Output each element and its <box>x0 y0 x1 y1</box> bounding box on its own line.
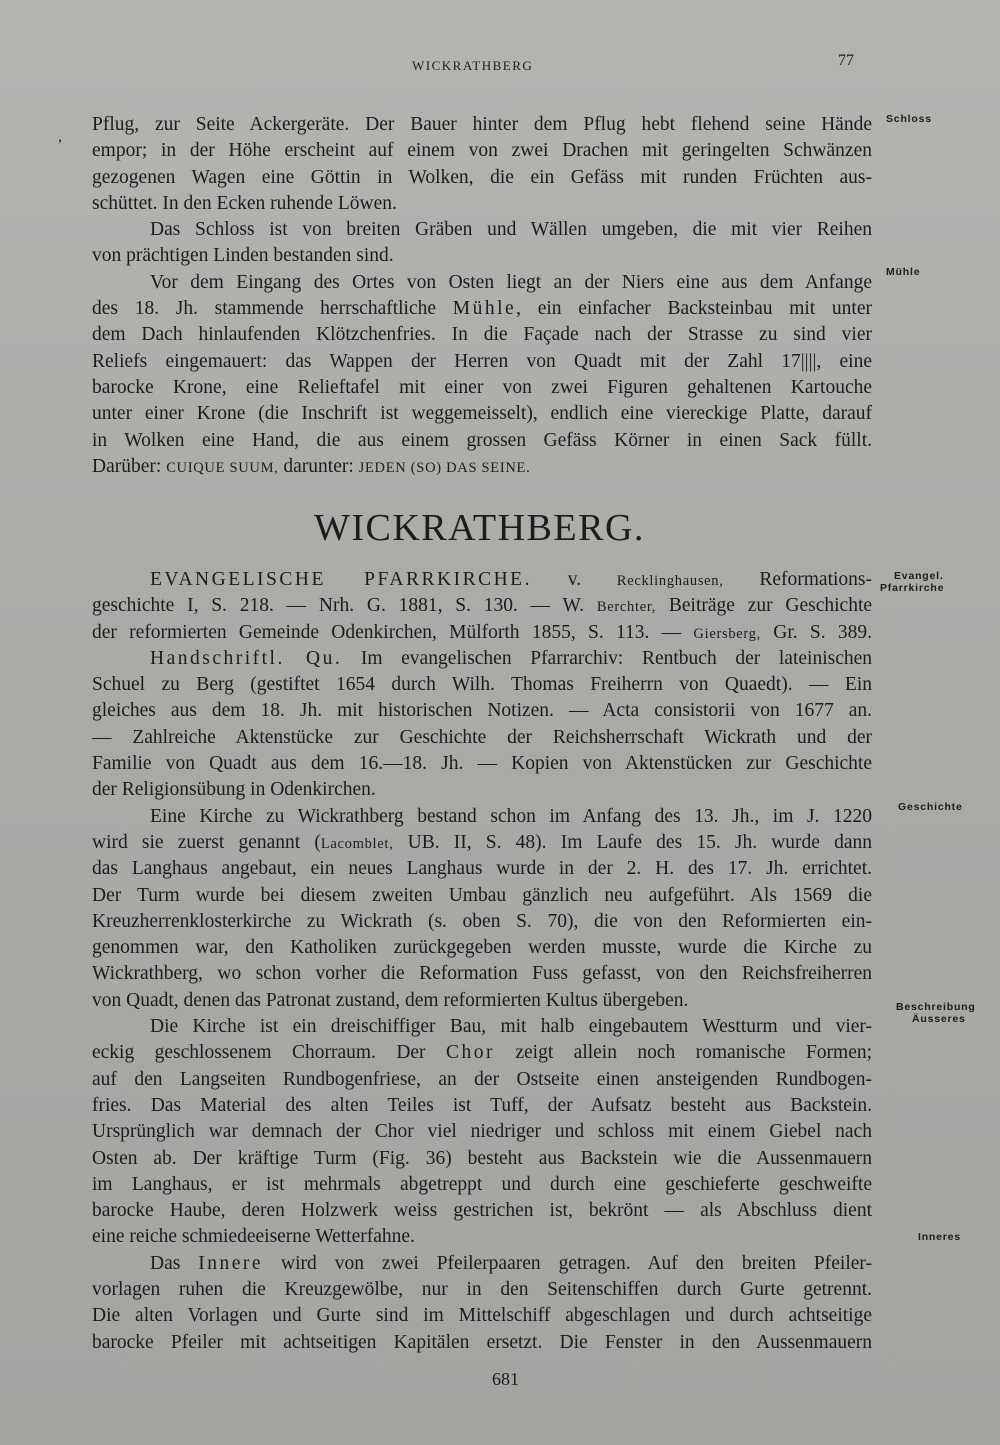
small-caps-inscription: JEDEN (SO) DAS SEINE. <box>358 459 531 476</box>
text-line <box>92 593 872 619</box>
text-run: wird von zwei Pfeilerpaaren getragen. Auf den breiten Pfeiler- <box>281 1252 873 1274</box>
text-line: Vor dem Eingang des Ortes von Osten liegt an der Niers eine aus dem Anfange <box>150 271 872 293</box>
text-line: Wickrathberg, wo schon vorher die Reformation Fuss gefasst, von den Reichsfreiherren <box>92 963 872 985</box>
text-run: geschichte I, S. 218. — Nrh. G. 1881, S. 130. — W. <box>92 595 585 617</box>
text-line: im Langhaus, er ist mehrmals abgetreppt und durch eine geschieferte geschweifte <box>92 1173 872 1195</box>
running-title: WICKRATHBERG <box>412 58 534 73</box>
spaced-term: Chor <box>445 1042 495 1064</box>
margin-note-inneres: Inneres <box>918 1231 961 1243</box>
small-caps-inscription: CUIQUE SUUM, <box>166 459 279 476</box>
text-line: Familie von Quadt aus dem 16.—18. Jh. — Kopien von Aktenstücken zur Geschichte <box>92 753 872 775</box>
text-line: fries. Das Material des alten Teiles ist Tuff, der Aufsatz besteht aus Backstein. <box>92 1094 872 1116</box>
text-line: Pflug, zur Seite Ackergeräte. Der Bauer hinter dem Pflug hebt flehend seine Hände <box>92 114 872 135</box>
text-line <box>92 1040 872 1066</box>
margin-note-line: Beschreibung <box>896 1001 976 1013</box>
text-line: Eine Kirche zu Wickrathberg bestand schon im Anfang des 13. Jh., im J. 1220 <box>150 805 872 827</box>
text-line: eine reiche schmiedeeiserne Wetterfahne. <box>92 1226 415 1248</box>
text-block-main <box>92 567 872 1356</box>
text-line: von prächtigen Linden bestanden sind. <box>92 245 394 267</box>
text-line: Osten ab. Der kräftige Turm (Fig. 36) besteht aus Backstein wie die Aussenmauern <box>92 1147 872 1169</box>
text-run: zeigt allein noch romanische Formen; <box>515 1042 873 1064</box>
text-run: Darüber: <box>92 455 162 477</box>
text-line: der Religionsübung in Odenkirchen. <box>92 779 376 801</box>
text-line: Der Turm wurde bei diesem zweiten Umbau gänzlich neu aufgeführt. Als 1569 die <box>92 884 872 906</box>
text-run: Das <box>150 1252 181 1274</box>
text-line: vorlagen ruhen die Kreuzgewölbe, nur in den Seitenschiffen durch Gurte getrennt. <box>92 1279 872 1301</box>
text-line: Kreuzherrenklosterkirche zu Wickrath (s. oben S. 70), die von den Reformierten ein- <box>92 910 872 932</box>
spaced-term: Handschriftl. Qu. <box>150 647 343 669</box>
text-block-top <box>92 112 872 480</box>
text-line: Die alten Vorlagen und Gurte sind im Mittelschiff abgeschlagen und durch achtseitige <box>92 1305 872 1327</box>
margin-note-geschichte: Geschichte <box>898 801 963 813</box>
text-run: Reformations- <box>759 569 872 590</box>
text-run: Im evangelischen Pfarrarchiv: Rentbuch der lateinischen <box>360 647 873 669</box>
text-line: Schuel zu Berg (gestiftet 1654 durch Wilh. Thomas Freiherrn von Quaedt). — Ein <box>92 674 872 696</box>
text-run: UB. II, S. 48). Im Laufe des 15. Jh. wurde dann <box>407 831 873 853</box>
margin-note-beschreibung <box>896 1001 986 1025</box>
text-line <box>92 567 872 593</box>
margin-note-pfarrkirche <box>880 570 976 594</box>
text-run: Beiträge zur Geschichte <box>668 595 873 617</box>
text-line: — Zahlreiche Aktenstücke zur Geschichte der Reichsherrschaft Wickrath und der <box>92 726 872 748</box>
margin-note-schloss: Schloss <box>886 113 932 125</box>
section-heading: WICKRATHBERG. <box>314 507 645 549</box>
text-line: von Quadt, denen das Patronat zustand, dem reformierten Kultus übergeben. <box>92 989 689 1011</box>
text-line: Ursprünglich war demnach der Chor viel niedriger und schloss mit einem Giebel nach <box>92 1121 872 1143</box>
text-line: auf den Langseiten Rundbogenfriese, an der Ostseite einen ansteigenden Rundbogen- <box>92 1068 872 1090</box>
text-line <box>92 646 872 672</box>
text-line <box>92 830 872 856</box>
text-run: darunter: <box>283 455 354 477</box>
text-line: empor; in der Höhe erscheint auf einem von zwei Drachen mit geringelten Schwänzen <box>92 140 872 162</box>
text-run: Gr. S. 389. <box>773 621 873 643</box>
page-number: 77 <box>838 52 854 69</box>
text-line: Die Kirche ist ein dreischiffiger Bau, mit halb eingebautem Westturm und vier- <box>150 1016 872 1038</box>
text-line: genommen war, den Katholiken zurückgegeben werden musste, wurde die Kirche zu <box>92 937 872 959</box>
author-name: Giersberg, <box>693 625 761 642</box>
margin-note-line: Äusseres <box>912 1013 966 1025</box>
text-line: Reliefs eingemauert: das Wappen der Herren von Quadt mit der Zahl 17||||, eine <box>92 350 872 372</box>
author-name: Berchter, <box>596 599 657 616</box>
text-run: des 18. Jh. stammende herrschaftliche <box>92 298 437 320</box>
text-line <box>92 296 872 322</box>
text-line: dem Dach hinlaufenden Klötzchenfries. In die Façade nach der Strasse zu sind vier <box>92 324 872 346</box>
text-run: der reformierten Gemeinde Odenkirchen, Mülforth 1855, S. 113. — <box>92 621 682 643</box>
text-line: unter einer Krone (die Inschrift ist weggemeisselt), endlich eine viereckige Platte, darauf <box>92 403 872 425</box>
text-line: barocke Krone, eine Relieftafel mit einer von zwei Figuren gehaltenen Kartouche <box>92 376 872 398</box>
spaced-term: Innere <box>198 1252 264 1274</box>
text-line: barocke Haube, deren Holzwerk weiss gestrichen ist, bekrönt — als Abschluss dient <box>92 1200 872 1222</box>
text-line <box>92 454 872 480</box>
text-run: , ein einfacher Backsteinbau mit unter <box>516 298 872 320</box>
text-line: gleiches aus dem 18. Jh. mit historischen Notizen. — Acta consistorii von 1677 an. <box>92 700 872 722</box>
spaced-term: Mühle <box>452 298 517 320</box>
author-name: Lacomblet, <box>320 835 394 852</box>
author-name: Recklinghausen, <box>616 573 724 589</box>
signature-number: 681 <box>492 1369 519 1389</box>
text-line: barocke Pfeiler mit achtseitigen Kapitälen ersetzt. Die Fenster in den Aussenmauern <box>92 1331 872 1353</box>
text-line <box>92 1251 872 1277</box>
text-run: wird sie zuerst genannt ( <box>92 831 321 853</box>
pencil-mark: , <box>58 128 62 145</box>
margin-note-line: Pfarrkirche <box>880 582 945 594</box>
text-line <box>92 620 872 646</box>
text-run: eckig geschlossenem Chorraum. Der <box>92 1042 426 1064</box>
text-line: Das Schloss ist von breiten Gräben und Wällen umgeben, die mit vier Reihen <box>150 219 872 241</box>
text-line: in Wolken eine Hand, die aus einem grossen Gefäss Körner in einen Sack füllt. <box>92 429 872 451</box>
margin-note-muehle: Mühle <box>886 266 921 278</box>
spaced-term: EVANGELISCHE PFARRKIRCHE. <box>150 569 532 590</box>
margin-note-line: Evangel. <box>894 570 944 582</box>
text-line: gezogenen Wagen eine Göttin in Wolken, die ein Gefäss mit runden Früchten aus- <box>92 166 872 188</box>
text-line: das Langhaus angebaut, ein neues Langhaus wurde in der 2. H. des 17. Jh. errichtet. <box>92 858 872 880</box>
text-line: schüttet. In den Ecken ruhende Löwen. <box>92 192 397 214</box>
text-run: v. <box>567 569 582 590</box>
